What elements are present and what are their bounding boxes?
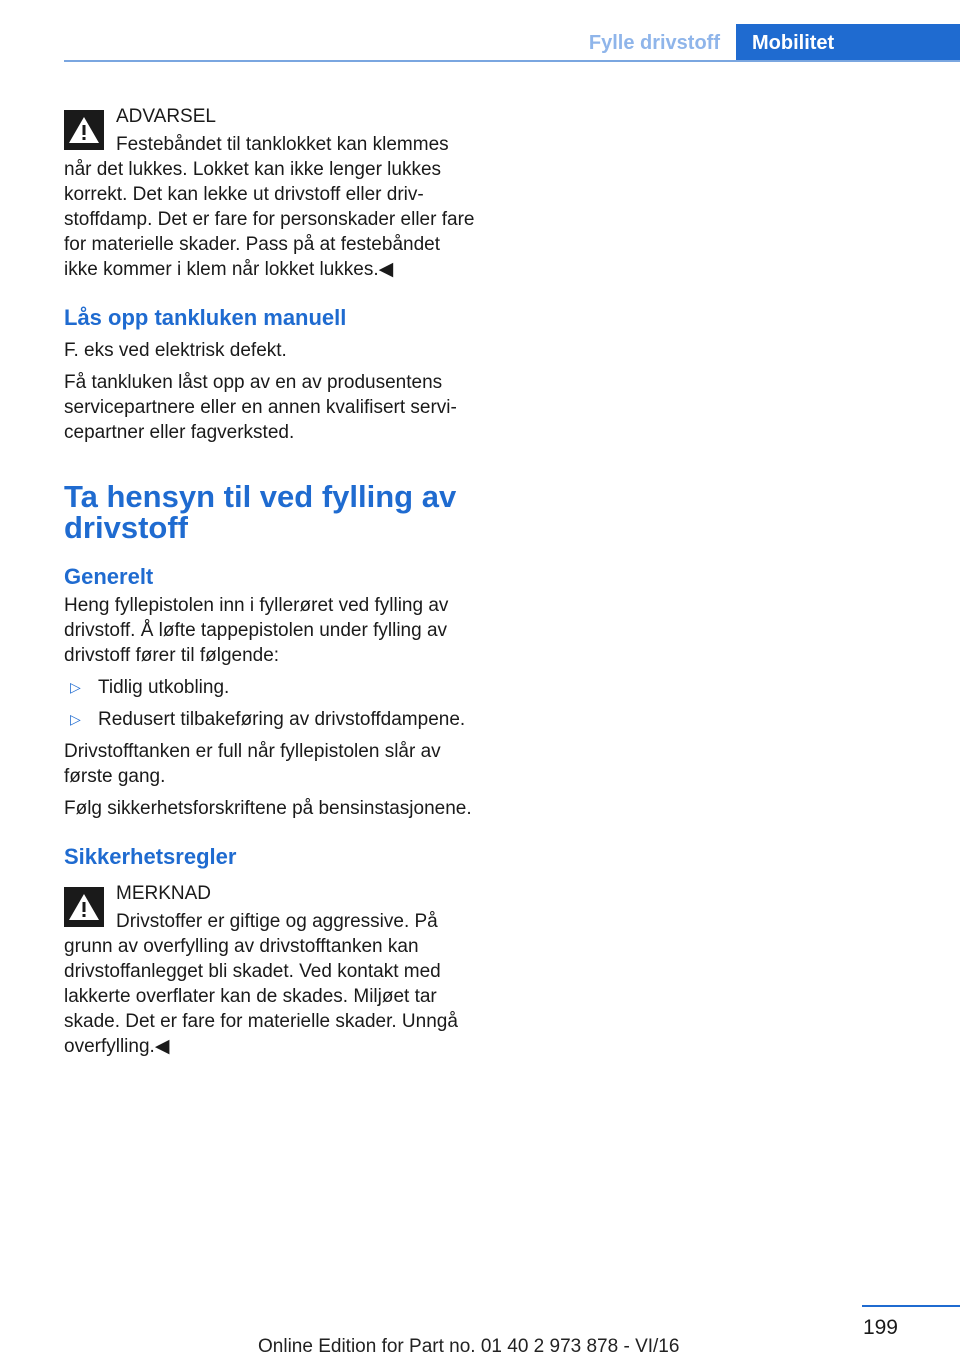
list-item	[64, 707, 476, 732]
paragraph: Heng fyllepistolen inn i fyllerøret ved fylling av drivstoff. Å løfte tappepistolen under fylling av drivstoff fører til følgende:	[64, 595, 449, 666]
footer-edition: Online Edition for Part no. 01 40 2 973 878 - VI/16	[258, 1336, 680, 1357]
caution-first-line: Drivstoffer er giftige og aggressive. På	[116, 911, 438, 932]
list-item	[64, 675, 476, 700]
footer-divider	[862, 1305, 960, 1307]
paragraph: Følg sikkerhetsforskriftene på bensinstasjonene.	[64, 798, 472, 819]
header-divider	[64, 60, 960, 62]
paragraph: F. eks ved elektrisk defekt.	[64, 340, 287, 361]
heading-unlock-manually: Lås opp tankluken manuell	[64, 305, 347, 330]
warning-triangle-icon	[64, 110, 104, 150]
warning-first-line: Festebåndet til tanklokket kan klemmes	[116, 134, 449, 155]
header-section-title: Fylle drivstoff	[588, 31, 720, 54]
triangle-bullet-icon: ▷	[70, 711, 81, 727]
caution-notice	[64, 877, 476, 1059]
warning-label: ADVARSEL	[116, 106, 216, 127]
paragraph: Drivstofftanken er full når fyllepistolen slår av første gang.	[64, 741, 441, 787]
warning-notice	[64, 100, 476, 282]
chapter-heading: Ta hensyn til ved fylling av drivstoff	[64, 479, 457, 545]
caution-text: grunn av overfylling av drivstofftanken kan drivstoffanlegget bli skadet. Ved kontakt med lakkerte overflater kan de skades. Miljøet tar skade. Det er fare for materielle skader. Unngå overfylling.◀	[64, 936, 458, 1057]
heading-general: Generelt	[64, 564, 154, 589]
caution-label: MERKNAD	[116, 883, 212, 904]
triangle-bullet-icon: ▷	[70, 679, 81, 695]
list-item-text: Redusert tilbakeføring av drivstoffdampene.	[98, 709, 466, 730]
header-chapter-tab: Mobilitet	[736, 24, 960, 62]
heading-safety-rules: Sikkerhetsregler	[64, 844, 237, 869]
warning-triangle-icon	[64, 887, 104, 927]
list-item-text: Tidlig utkobling.	[98, 677, 230, 698]
page-number: 199	[862, 1316, 898, 1339]
bullet-list	[64, 675, 476, 732]
warning-text: når det lukkes. Lokket kan ikke lenger lukkes korrekt. Det kan lekke ut drivstoff eller drivstoffdamp. Det er fare for personskader eller fare for materielle skader. Pass på at festebåndet ikke kommer i klem når lokket lukkes.◀	[64, 159, 475, 280]
main-column	[64, 100, 476, 1063]
paragraph: Få tankluken låst opp av en av produsentens servicepartnere eller en annen kvalifisert servicepartner eller fagverksted.	[64, 372, 457, 443]
